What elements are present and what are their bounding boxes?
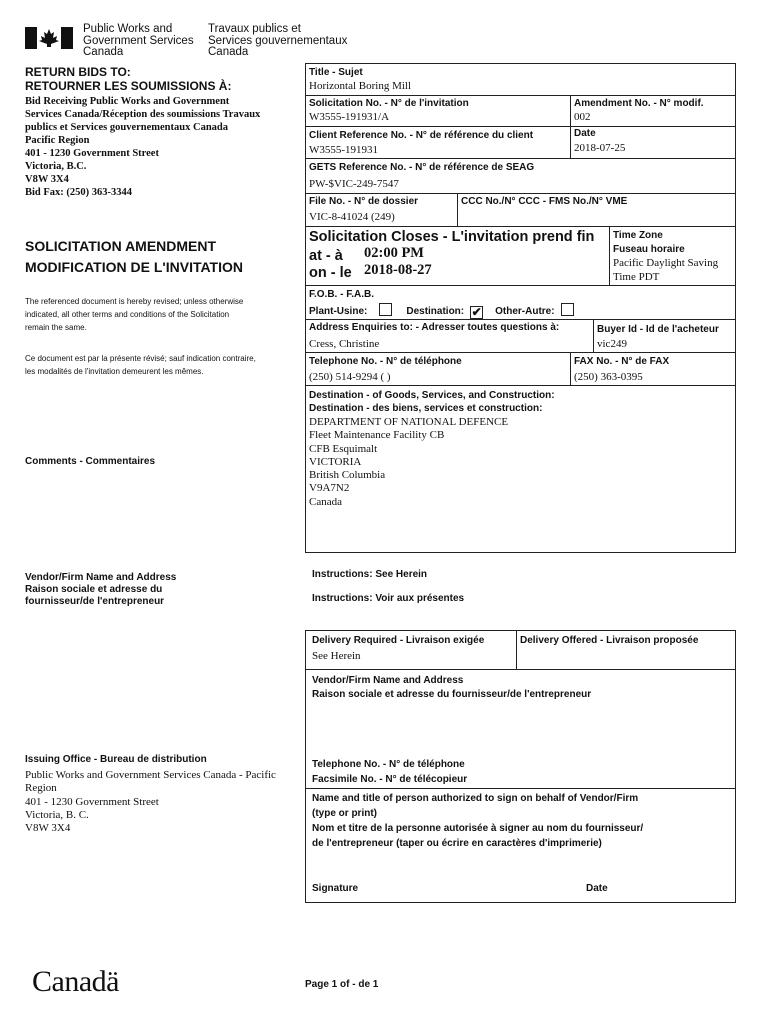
amendment-note-fr: Ce document est par la présente révisé; sauf indication contraire, les modalités de l'invitation demeurent les mêmes. (25, 354, 256, 376)
telephone-label: Telephone No. - N° de téléphone (309, 356, 462, 367)
time-zone-value: Pacific Daylight Saving Time PDT (613, 257, 719, 283)
delivery-required-label: Delivery Required - Livraison exigée (312, 635, 485, 646)
page-number: Page 1 of - de 1 (305, 979, 379, 990)
check-mark-icon: ✔ (471, 305, 482, 319)
canada-wordmark: Canadä (32, 965, 119, 998)
signature-date-label: Date (586, 883, 608, 894)
amendment-note-en: The referenced document is hereby revised; unless otherwise indicated, all other terms and conditions of the Solicitation remain the same. (25, 297, 244, 332)
dept-name-en: Public Works and Government Services Canada (83, 23, 194, 58)
fob-options (309, 303, 580, 319)
title-label: Title - Sujet (309, 67, 363, 78)
plant-label: Plant-Usine: (309, 306, 368, 317)
vendor-left-label: Vendor/Firm Name and Address Raison sociale et adresse du fournisseur/de l'entrepreneur (25, 572, 177, 607)
instructions-en: Instructions: See Herein (312, 569, 428, 580)
closing-date-value: 2018-08-27 (364, 262, 432, 278)
fob-label: F.O.B. - F.A.B. (309, 289, 374, 300)
signature-label: Signature (312, 883, 359, 894)
amendment-title: SOLICITATION AMENDMENT MODIFICATION DE L'INVITATION (25, 238, 243, 275)
destination-goods-label: Destination - of Goods, Services, and Construction: Destination - des biens, services et construction: (309, 390, 555, 414)
buyer-id-value: vic249 (597, 338, 627, 350)
enquiries-label: Address Enquiries to: - Adresser toutes questions à: (309, 322, 560, 333)
other-label: Other-Autre: (495, 306, 555, 317)
plant-checkbox[interactable] (379, 303, 392, 316)
vendor-name-field[interactable] (310, 703, 732, 753)
solicitation-closes-label: Solicitation Closes - L'invitation prend fin (309, 229, 595, 245)
ccc-no-label: CCC No./N° CCC - FMS No./N° VME (461, 196, 628, 207)
dept-name-fr: Travaux publics et Services gouvernementaux Canada (208, 23, 348, 58)
delivery-required-value: See Herein (312, 650, 361, 662)
date-label: Date (574, 128, 596, 139)
destination-checkbox[interactable] (470, 306, 483, 319)
date-value: 2018-07-25 (574, 142, 626, 154)
destination-address: DEPARTMENT OF NATIONAL DEFENCE Fleet Maintenance Facility CB CFB Esquimalt VICTORIA British Columbia V9A7N2 Canada (309, 416, 509, 508)
other-checkbox[interactable] (561, 303, 574, 316)
authorized-person-label: Name and title of person authorized to sign on behalf of Vendor/Firm (type or print) Nom et titre de la personne autorisée à signer au nom du fournisseur/ de l'entrepreneur (taper ou écrire en caractères d'imprimerie) (312, 793, 644, 849)
destination-label: Destination: (406, 306, 465, 317)
vendor-telephone-label: Telephone No. - N° de téléphone (312, 759, 465, 770)
at-label: at - à (309, 248, 343, 264)
client-ref-value: W3555-191931 (309, 144, 379, 156)
telephone-value: (250) 514-9294 ( ) (309, 371, 391, 383)
delivery-offered-label: Delivery Offered - Livraison proposée (520, 635, 699, 646)
solicitation-no-value: W3555-191931/A (309, 111, 390, 123)
on-label: on - le (309, 265, 352, 281)
file-no-value: VIC-8-41024 (249) (309, 211, 395, 223)
return-bids-title: RETURN BIDS TO: RETOURNER LES SOUMISSIONS À: (25, 65, 232, 93)
client-ref-label: Client Reference No. - N° de référence du client (309, 130, 534, 141)
title-value: Horizontal Boring Mill (309, 80, 412, 92)
time-zone-label: Time Zone Fuseau horaire (613, 230, 685, 255)
instructions-fr: Instructions: Voir aux présentes (312, 593, 465, 604)
gets-ref-label: GETS Reference No. - N° de référence de SEAG (309, 162, 535, 173)
fax-label: FAX No. - N° de FAX (574, 356, 670, 367)
comments-label: Comments - Commentaires (25, 456, 156, 467)
vendor-fax-label: Facsimile No. - N° de télécopieur (312, 774, 468, 785)
amendment-no-value: 002 (574, 111, 591, 123)
gets-ref-value: PW-$VIC-249-7547 (309, 178, 399, 190)
file-no-label: File No. - N° de dossier (309, 196, 419, 207)
return-bids-address: Bid Receiving Public Works and Government Services Canada/Réception des soumissions Travaux publics et Services gouvernementaux Canada Pacific Region 401 - 1230 Government Street Victoria, B.C. V8W 3X4 Bid Fax: (250) 363-3344 (25, 96, 261, 198)
issuing-office-label: Issuing Office - Bureau de distribution (25, 754, 207, 765)
buyer-id-label: Buyer Id - Id de l'acheteur (597, 324, 719, 335)
vendor-name-label: Vendor/Firm Name and Address Raison sociale et adresse du fournisseur/de l'entrepreneur (312, 675, 592, 700)
amendment-no-label: Amendment No. - N° modif. (574, 98, 704, 109)
closing-time-value: 02:00 PM (364, 245, 424, 261)
delivery-offered-field[interactable] (520, 648, 732, 666)
canada-flag-icon (25, 27, 73, 49)
solicitation-no-label: Solicitation No. - N° de l'invitation (309, 98, 469, 109)
issuing-office-address: Public Works and Government Services Canada - Pacific Region 401 - 1230 Government Street Victoria, B. C. V8W 3X4 (25, 769, 276, 835)
fax-value: (250) 363-0395 (574, 371, 643, 383)
enquiries-value: Cress, Christine (309, 338, 380, 350)
